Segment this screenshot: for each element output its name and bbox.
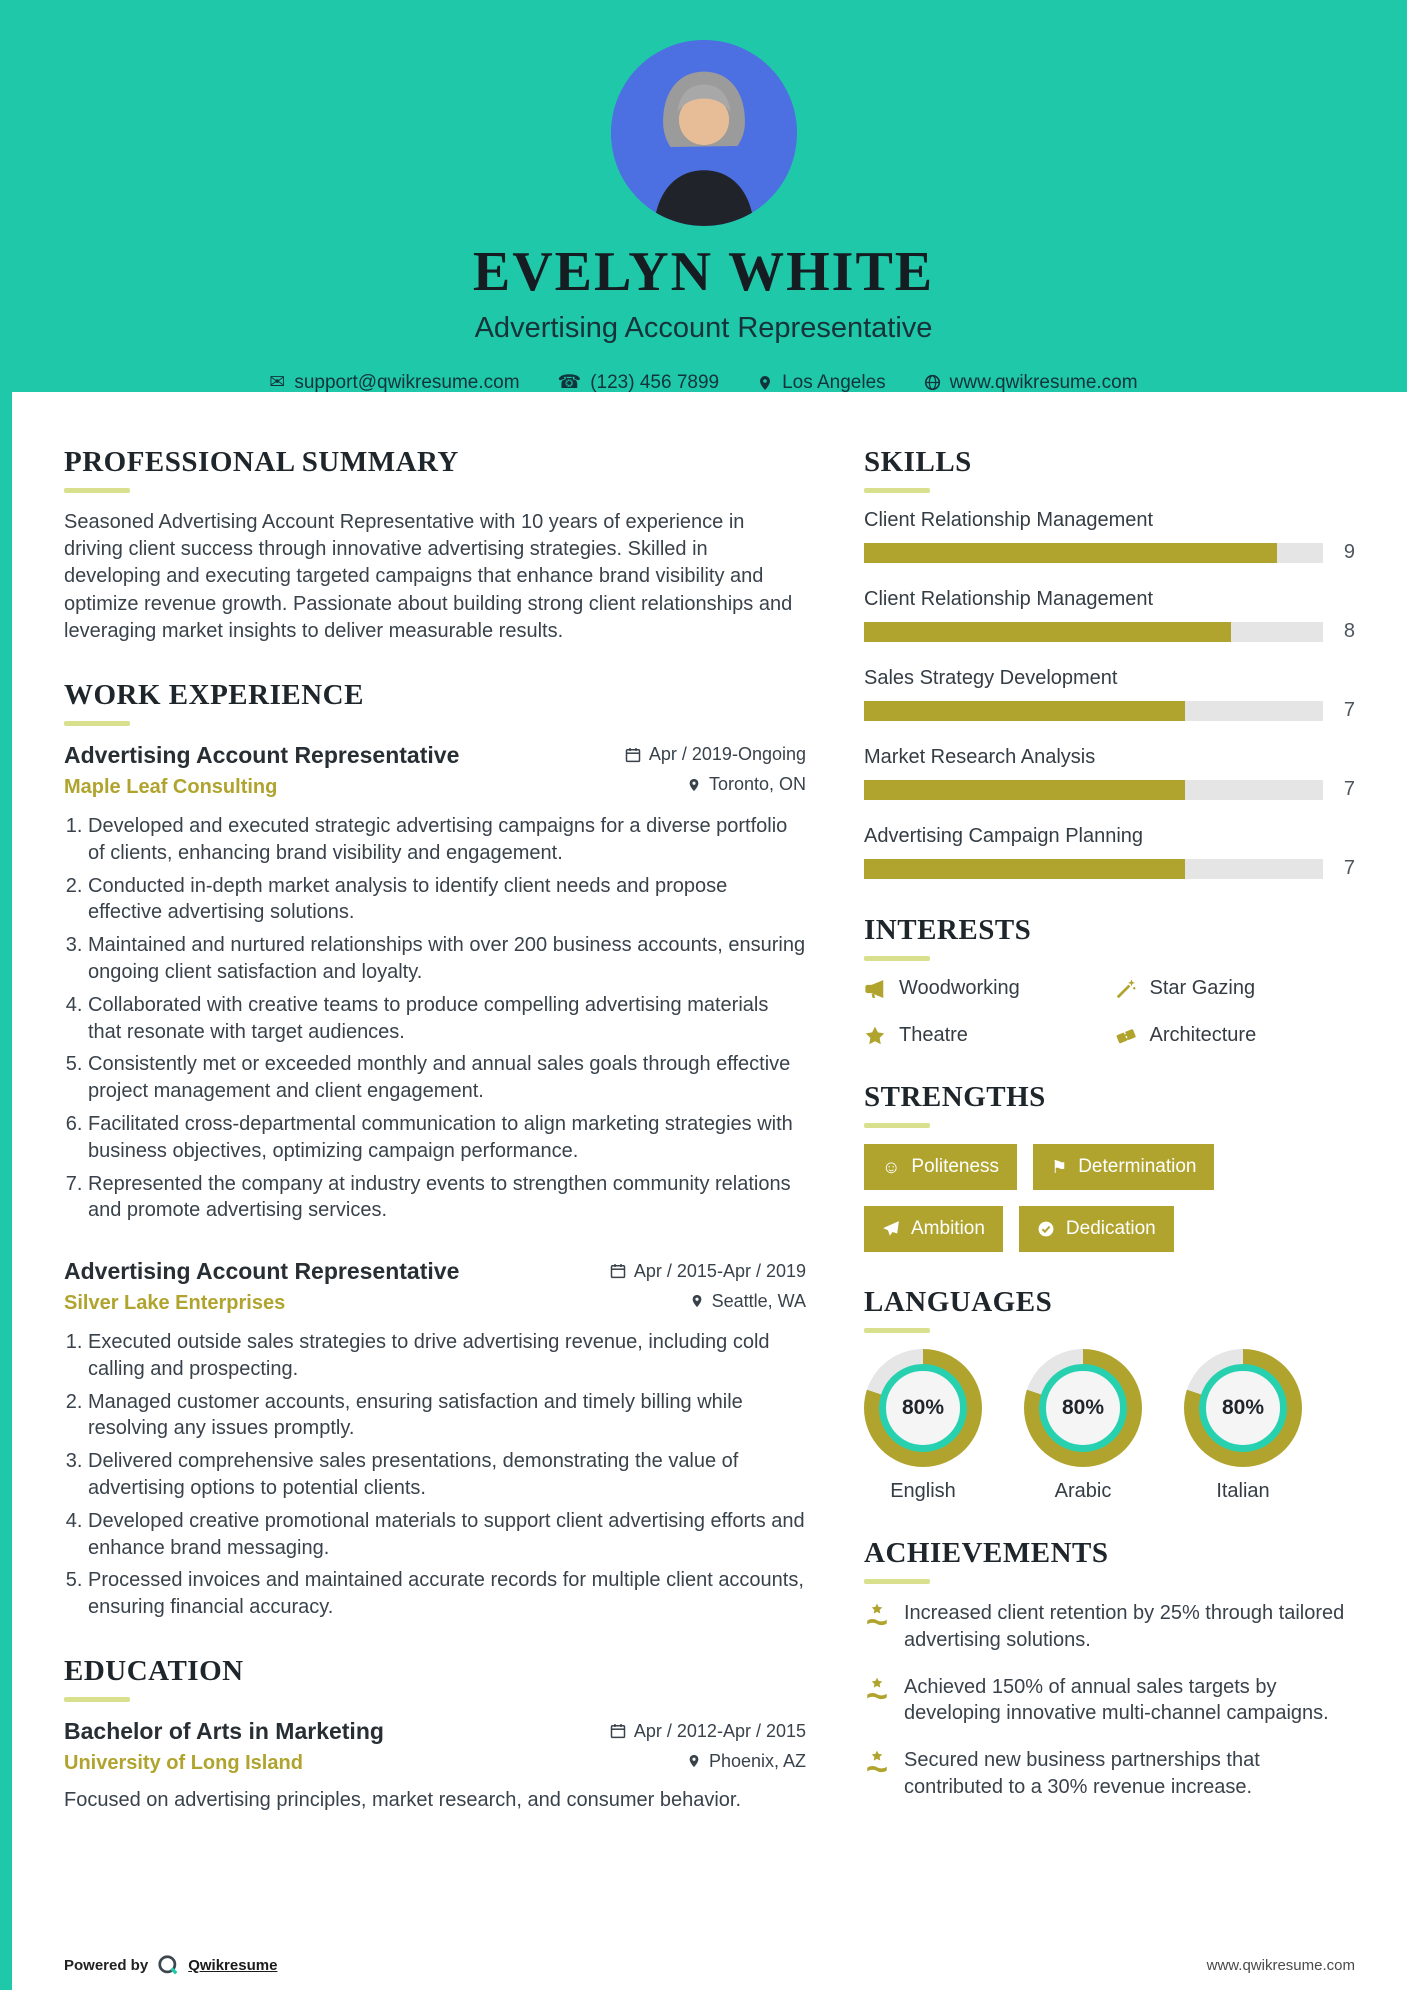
content-area bbox=[0, 392, 1407, 1848]
degree-title: Bachelor of Arts in Marketing bbox=[64, 1718, 384, 1745]
language-percent: 80% bbox=[1061, 1396, 1105, 1419]
candidate-title: Advertising Account Representative bbox=[474, 312, 933, 344]
strength-label: Politeness bbox=[911, 1156, 1000, 1177]
job-title: Advertising Account Representative bbox=[64, 741, 460, 768]
pushpin-icon bbox=[687, 777, 701, 793]
strength-badge bbox=[864, 1206, 1003, 1252]
contact-website[interactable] bbox=[924, 372, 1138, 394]
skill-bar-track bbox=[864, 701, 1323, 721]
language-item bbox=[1024, 1349, 1142, 1503]
company-name: Maple Leaf Consulting bbox=[64, 775, 278, 798]
company-name: Silver Lake Enterprises bbox=[64, 1292, 286, 1315]
skill-value: 8 bbox=[1343, 620, 1355, 642]
education-description: Focused on advertising principles, market research, and consumer behavior. bbox=[64, 1789, 742, 1812]
job-bullet: 2. Managed customer accounts, ensuring satisfaction and timely billing while resolving any issues promptly. bbox=[88, 1389, 806, 1443]
achievements-section bbox=[864, 1537, 1355, 1801]
job-location-text: Toronto, ON bbox=[708, 774, 806, 795]
interests-section bbox=[864, 914, 1355, 1047]
skill-item bbox=[864, 825, 1355, 880]
education-date-text: Apr / 2012-Apr / 2015 bbox=[633, 1720, 806, 1741]
flag-icon: ⚑ bbox=[1051, 1157, 1068, 1177]
language-label: English bbox=[890, 1480, 956, 1502]
location-icon bbox=[757, 374, 773, 392]
resume-header bbox=[0, 0, 1407, 392]
job-location-text: Seattle, WA bbox=[711, 1290, 806, 1311]
achievements-heading: ACHIEVEMENTS bbox=[864, 1537, 1355, 1584]
pushpin-icon bbox=[690, 1293, 704, 1309]
phone-icon: ☎ bbox=[557, 372, 582, 393]
skills-section bbox=[864, 446, 1355, 880]
job-bullet: 4. Collaborated with creative teams to produce compelling advertising materials that resonate with target audiences. bbox=[88, 992, 806, 1046]
skill-item bbox=[864, 509, 1355, 564]
interest-item bbox=[864, 977, 1105, 1000]
interests-heading: INTERESTS bbox=[864, 914, 1355, 961]
skill-bar-track bbox=[864, 622, 1323, 642]
achievement-item bbox=[864, 1600, 1355, 1654]
job-date-text: Apr / 2015-Apr / 2019 bbox=[633, 1260, 806, 1281]
check-icon bbox=[1037, 1220, 1055, 1238]
job-bullet: 3. Delivered comprehensive sales presentations, demonstrating the value of advertising options to potential clients. bbox=[88, 1448, 806, 1502]
job-bullet: 3. Maintained and nurtured relationships with over 200 business accounts, ensuring ongoing client satisfaction and loyalty. bbox=[88, 932, 806, 986]
job-location bbox=[687, 774, 806, 795]
languages-section bbox=[864, 1286, 1355, 1503]
job-bullet: 7. Represented the company at industry events to strengthen community relations and promote advertising services. bbox=[88, 1171, 806, 1225]
language-item bbox=[864, 1349, 982, 1503]
job-date bbox=[625, 744, 806, 765]
ticket-icon bbox=[1115, 1025, 1137, 1047]
interest-item bbox=[864, 1024, 1105, 1047]
language-donut bbox=[1024, 1349, 1142, 1467]
job-bullet: 4. Developed creative promotional materials to support client advertising efforts and enhance brand messaging. bbox=[88, 1508, 806, 1562]
education-location bbox=[687, 1751, 806, 1772]
education-heading: EDUCATION bbox=[64, 1655, 806, 1702]
interest-label: Architecture bbox=[1149, 1024, 1257, 1046]
job-title: Advertising Account Representative bbox=[64, 1258, 460, 1285]
contact-phone-text: (123) 456 7899 bbox=[590, 371, 720, 393]
qwikresume-logo-icon bbox=[157, 1954, 179, 1976]
language-label: Italian bbox=[1216, 1480, 1270, 1502]
skill-bar-track bbox=[864, 543, 1323, 563]
language-percent: 80% bbox=[901, 1396, 945, 1419]
job-bullet: 5. Consistently met or exceeded monthly and annual sales goals through effective project management and client engagement. bbox=[88, 1051, 806, 1105]
strength-badge bbox=[1033, 1144, 1214, 1190]
interest-item bbox=[1115, 977, 1356, 1000]
language-donut bbox=[864, 1349, 982, 1467]
contact-location bbox=[757, 372, 886, 394]
job-bullet: 6. Facilitated cross-departmental communication to align marketing strategies with business objectives, optimizing campaign performance. bbox=[88, 1111, 806, 1165]
education-section bbox=[64, 1655, 806, 1814]
profile-photo bbox=[611, 40, 797, 226]
job-bullets bbox=[88, 813, 806, 1224]
skill-value: 7 bbox=[1343, 699, 1355, 721]
achievement-item bbox=[864, 1747, 1355, 1801]
skill-value: 7 bbox=[1343, 857, 1355, 879]
job-entry bbox=[64, 742, 806, 1224]
contact-row bbox=[0, 371, 1407, 394]
email-icon: ✉ bbox=[269, 372, 286, 393]
candidate-name: EVELYN WHITE bbox=[472, 241, 935, 303]
job-entry bbox=[64, 1258, 806, 1621]
calendar-icon bbox=[625, 747, 641, 763]
strengths-heading: STRENGTHS bbox=[864, 1081, 1355, 1128]
skill-bar-fill bbox=[864, 701, 1185, 721]
skill-label: Client Relationship Management bbox=[864, 509, 1154, 531]
calendar-icon bbox=[610, 1723, 626, 1739]
powered-by-label: Powered by bbox=[64, 1956, 149, 1974]
job-date-text: Apr / 2019-Ongoing bbox=[648, 744, 806, 765]
skill-value: 9 bbox=[1343, 541, 1355, 563]
strength-label: Ambition bbox=[911, 1218, 985, 1239]
skill-item bbox=[864, 746, 1355, 801]
language-donut bbox=[1184, 1349, 1302, 1467]
contact-location-text: Los Angeles bbox=[782, 371, 886, 393]
globe-icon bbox=[924, 374, 941, 391]
skill-bar-track bbox=[864, 859, 1323, 879]
job-bullet: 1. Executed outside sales strategies to drive advertising revenue, including cold calling and prospecting. bbox=[88, 1329, 806, 1383]
award-icon bbox=[864, 1749, 890, 1775]
footer-website[interactable]: www.qwikresume.com bbox=[1206, 1957, 1355, 1974]
achievement-item bbox=[864, 1674, 1355, 1728]
job-bullet: 1. Developed and executed strategic advertising campaigns for a diverse portfolio of clients, enhancing brand visibility and engagement. bbox=[88, 813, 806, 867]
skills-heading: SKILLS bbox=[864, 446, 1355, 493]
strength-badge bbox=[864, 1144, 1017, 1190]
footer-branding bbox=[64, 1954, 277, 1976]
paper-plane-icon bbox=[882, 1220, 900, 1238]
interest-label: Theatre bbox=[899, 1024, 968, 1046]
experience-heading: WORK EXPERIENCE bbox=[64, 679, 806, 726]
contact-phone bbox=[558, 371, 720, 394]
skill-label: Advertising Campaign Planning bbox=[864, 825, 1144, 847]
skill-label: Client Relationship Management bbox=[864, 588, 1154, 610]
skill-item bbox=[864, 588, 1355, 643]
strength-label: Dedication bbox=[1065, 1218, 1156, 1239]
skill-bar-fill bbox=[864, 622, 1231, 642]
interest-label: Woodworking bbox=[899, 977, 1020, 999]
award-icon bbox=[864, 1676, 890, 1702]
star-icon bbox=[864, 1025, 886, 1047]
languages-heading: LANGUAGES bbox=[864, 1286, 1355, 1333]
right-column bbox=[864, 446, 1355, 1848]
qwikresume-link[interactable]: Qwikresume bbox=[188, 1956, 278, 1974]
job-bullets bbox=[88, 1329, 806, 1621]
job-date bbox=[610, 1261, 806, 1282]
summary-section bbox=[64, 446, 806, 645]
skill-value: 7 bbox=[1343, 778, 1355, 800]
language-percent: 80% bbox=[1221, 1396, 1265, 1419]
left-column bbox=[64, 446, 806, 1848]
interest-label: Star Gazing bbox=[1149, 977, 1256, 999]
skill-bar-fill bbox=[864, 543, 1277, 563]
skill-item bbox=[864, 667, 1355, 722]
school-name: University of Long Island bbox=[64, 1752, 303, 1775]
language-item bbox=[1184, 1349, 1302, 1503]
skill-label: Market Research Analysis bbox=[864, 746, 1096, 768]
job-bullet: 2. Conducted in-depth market analysis to identify client needs and propose effective advertising solutions. bbox=[88, 873, 806, 927]
skill-bar-fill bbox=[864, 859, 1185, 879]
experience-section bbox=[64, 679, 806, 1621]
calendar-icon bbox=[610, 1263, 626, 1279]
award-icon bbox=[864, 1602, 890, 1628]
skill-bar-track bbox=[864, 780, 1323, 800]
pushpin-icon bbox=[687, 1753, 701, 1769]
job-bullet: 5. Processed invoices and maintained accurate records for multiple client accounts, ensuring financial accuracy. bbox=[88, 1567, 806, 1621]
achievement-text: Increased client retention by 25% through tailored advertising solutions. bbox=[904, 1602, 1345, 1651]
achievement-text: Achieved 150% of annual sales targets by developing innovative multi-channel campaigns. bbox=[904, 1675, 1329, 1725]
achievement-text: Secured new business partnerships that contributed to a 30% revenue increase. bbox=[904, 1749, 1260, 1798]
strength-badge bbox=[1019, 1206, 1174, 1252]
job-location bbox=[690, 1291, 806, 1312]
strengths-section bbox=[864, 1081, 1355, 1252]
left-accent-strip bbox=[0, 0, 12, 1990]
contact-website-text: www.qwikresume.com bbox=[949, 371, 1138, 393]
contact-email[interactable] bbox=[269, 371, 519, 394]
skill-label: Sales Strategy Development bbox=[864, 667, 1118, 689]
strength-label: Determination bbox=[1078, 1156, 1197, 1177]
avatar-illustration bbox=[611, 40, 797, 226]
education-location-text: Phoenix, AZ bbox=[708, 1750, 806, 1771]
wand-icon bbox=[1115, 978, 1137, 1000]
education-date bbox=[610, 1721, 806, 1742]
interest-item bbox=[1115, 1024, 1356, 1047]
megaphone-icon bbox=[864, 978, 886, 1000]
smiley-icon: ☺ bbox=[882, 1157, 901, 1177]
language-label: Arabic bbox=[1054, 1480, 1112, 1502]
contact-email-text: support@qwikresume.com bbox=[294, 371, 520, 393]
summary-text: Seasoned Advertising Account Representative with 10 years of experience in driving client success through innovative advertising strategies. Skilled in developing and executing targeted campaigns that enhance brand visibility and optimize revenue growth. Passionate about building strong client relationships and leveraging market insights to deliver measurable results. bbox=[64, 511, 793, 642]
skill-bar-fill bbox=[864, 780, 1185, 800]
summary-heading: PROFESSIONAL SUMMARY bbox=[64, 446, 806, 493]
